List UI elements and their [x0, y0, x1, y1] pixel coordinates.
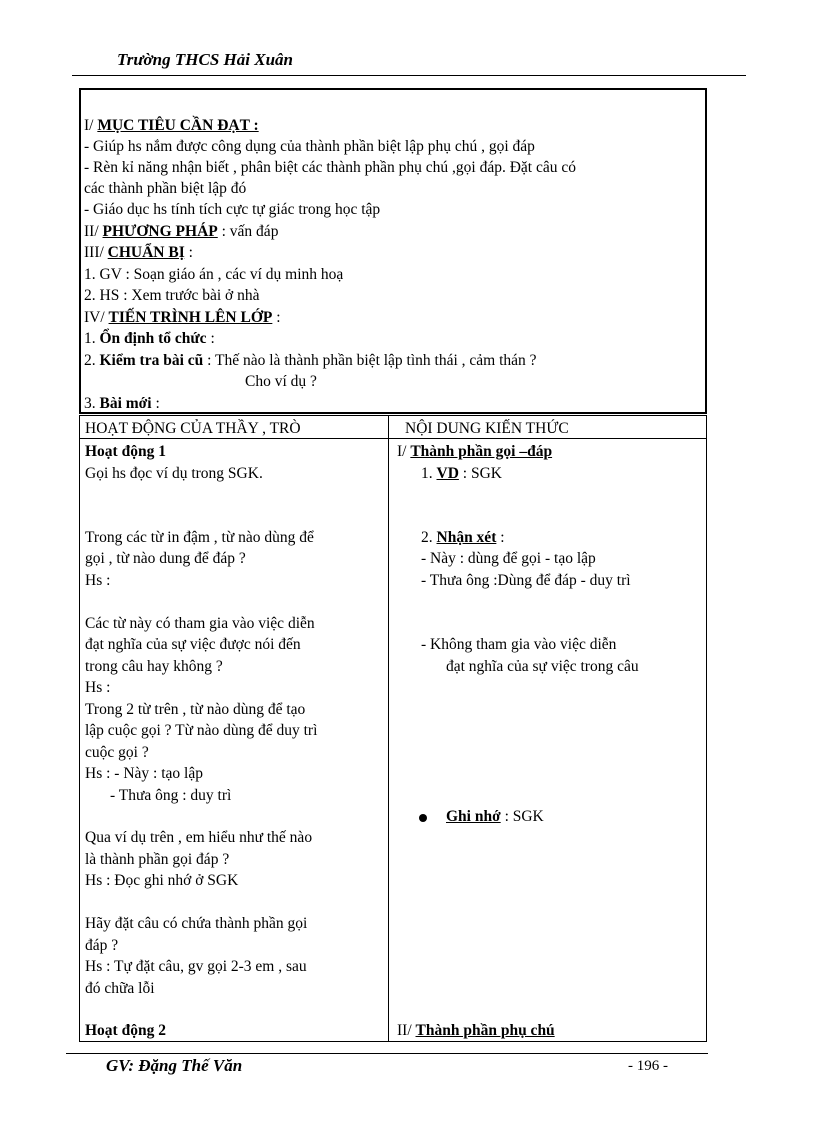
teacher-question: Trong 2 từ trên , từ nào dùng để tạo — [85, 701, 306, 718]
teacher-question: Qua ví dụ trên , em hiểu như thế nào — [85, 829, 313, 846]
process-step-2-cont: Cho ví dụ ? — [245, 373, 317, 390]
school-name: Trường THCS Hải Xuân — [117, 50, 293, 69]
teacher-name: GV: Đặng Thế Văn — [106, 1056, 243, 1075]
student-answer: - Thưa ông : duy trì — [110, 787, 232, 804]
teacher-question: là thành phần gọi đáp ? — [85, 851, 230, 868]
prep-heading: III/ CHUẨN BỊ : — [84, 244, 193, 261]
teacher-question: gọi , từ nào dung để đáp ? — [85, 550, 246, 567]
remark-item: - Không tham gia vào việc diễn — [421, 636, 617, 653]
objective-item: - Giáo dục hs tính tích cực tự giác trong học tập — [84, 201, 381, 218]
example-line: 1. VD : SGK — [421, 465, 502, 482]
teacher-question: đạt nghĩa của sự việc được nói đến — [85, 636, 301, 653]
student-answer: đó chữa lỗi — [85, 980, 155, 997]
teacher-question: Các từ này có tham gia vào việc diễn — [85, 615, 315, 632]
process-step-1: 1. Ổn định tổ chức : — [84, 330, 215, 347]
process-step-3: 3. Bài mới : — [84, 395, 160, 412]
col-left-header: HOẠT ĐỘNG CỦA THẦY , TRÒ — [85, 420, 301, 437]
teacher-question: cuộc gọi ? — [85, 744, 149, 761]
teacher-line: Gọi hs đọc ví dụ trong SGK. — [85, 465, 263, 482]
process-step-2: 2. Kiểm tra bài cũ : Thế nào là thành phần biệt lập tình thái , cảm thán ? — [84, 352, 537, 369]
page-number: - 196 - — [628, 1058, 668, 1074]
remark-item-cont: đạt nghĩa của sự việc trong câu — [446, 658, 639, 675]
prep-item: 2. HS : Xem trước bài ở nhà — [84, 287, 260, 304]
objective-item: - Giúp hs nắm được công dụng của thành phần biệt lập phụ chú , gọi đáp — [84, 138, 535, 155]
prep-item: 1. GV : Soạn giáo án , các ví dụ minh hoạ — [84, 266, 344, 283]
student-answer: Hs : Đọc ghi nhớ ở SGK — [85, 872, 239, 889]
activity-2-heading: Hoạt động 2 — [85, 1022, 166, 1039]
bullet-icon — [419, 814, 427, 822]
footer-rule — [66, 1053, 708, 1054]
remark-item: - Thưa ông :Dùng để đáp - duy trì — [421, 572, 631, 589]
memo-line: Ghi nhớ : SGK — [446, 808, 544, 825]
section-1-heading: I/ Thành phần gọi –đáp — [397, 443, 553, 460]
objective-item: các thành phần biệt lập đó — [84, 180, 247, 197]
teacher-question: lập cuộc gọi ? Từ nào dùng để duy trì — [85, 722, 318, 739]
activity-1-heading: Hoạt động 1 — [85, 443, 166, 460]
teacher-question: trong câu hay không ? — [85, 658, 223, 675]
remark-item: - Này : dùng để gọi - tạo lập — [421, 550, 596, 567]
student-answer: Hs : - Này : tạo lập — [85, 765, 203, 782]
process-heading: IV/ TIẾN TRÌNH LÊN LỚP : — [84, 309, 281, 326]
table-column-divider — [388, 415, 389, 1042]
method-line: II/ PHƯƠNG PHÁP : vấn đáp — [84, 223, 279, 240]
student-answer: Hs : — [85, 572, 111, 589]
col-right-header: NỘI DUNG KIẾN THỨC — [405, 420, 569, 437]
remark-heading: 2. Nhận xét : — [421, 529, 505, 546]
objective-item: - Rèn kỉ năng nhận biết , phân biệt các thành phần phụ chú ,gọi đáp. Đặt câu có — [84, 159, 576, 176]
header-rule — [72, 75, 746, 76]
student-answer: Hs : Tự đặt câu, gv gọi 2-3 em , sau — [85, 958, 307, 975]
teacher-question: Hãy đặt câu có chứa thành phần gọi — [85, 915, 308, 932]
section-2-heading: II/ Thành phần phụ chú — [397, 1022, 555, 1039]
student-answer: Hs : — [85, 679, 111, 696]
objectives-heading: I/ MỤC TIÊU CẦN ĐẠT : — [84, 117, 259, 134]
teacher-question: đáp ? — [85, 937, 119, 954]
teacher-question: Trong các từ in đậm , từ nào dùng để — [85, 529, 314, 546]
